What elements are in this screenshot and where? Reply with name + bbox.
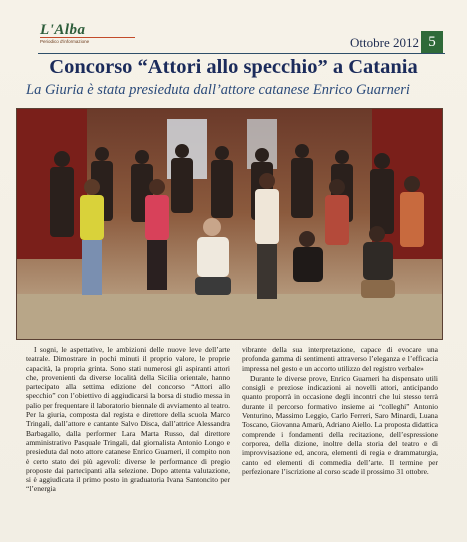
publication-subtitle: Periodico d'informazione: [40, 37, 135, 49]
article-column-right: [242, 345, 438, 477]
publication-logo: L'Alba: [40, 22, 86, 38]
article-headline: Concorso “Attori allo specchio” a Catania: [49, 56, 418, 78]
article-subheadline: La Giuria è stata presieduta dall’attore catanese Enrico Guarneri: [26, 82, 410, 98]
article-paragraph: vibrante della sua interpretazione, capace di evocare una profonda gamma di sentimenti attraverso l’eleganza e l’efficacia impressa nel gesto e un accorto utilizzo del registro verbale»: [242, 345, 438, 373]
group-photo-illustration: [17, 109, 442, 339]
header-rule: [38, 53, 445, 54]
article-paragraph: I sogni, le aspettative, le ambizioni delle nuove leve dell’arte teatrale. Dimostrare in pochi minuti il proprio valore, le proprie capacità, la propria grinta. Sono stati numerosi gli aspiranti attori che, provenienti da diverse località della Sicilia orientale, hanno partecipato alla settima edizione del concorso “Attori allo specchio” con l’obiettivo di aggiudicarsi la borsa di studio messa in palio per frequentare il laboratorio biennale di avviamento al teatro. Per la giuria, composta dal regista e direttore della scuola Marco Tringali, dall’attore e cantante Salvo Disca, dall’attrice Alessandra Barbagallo, dalla performer Lara Marta Russo, dal direttore amministrativo Pasquale Tringali, dal giornalista Antonio Longo e presieduta dal noto attore catanese Enrico Guarneri, il compito non è certo stato dei più agevoli: diverse le performance di pregio proposte dai partecipanti alla selezione. Dopo attenta valutazione, si è aggiudicata il primo posto in graduatoria Ivana Santoncito per “l’energia: [26, 345, 230, 494]
article-paragraph: Durante le diverse prove, Enrico Guarneri ha dispensato utili consigli e preziose indicazioni ai novelli attori, anticipando quanto proporrà in occasione degli incontri che lui stesso terrà durante il percorso formativo insieme ai “colleghi” Antonio Venturino, Massimo Leggio, Carlo Ferreri, Saro Minardi, Luana Toscano, Giovanna Amarù, Adriano Aiello. La proposta didattica comprende i fondamenti della recitazione, dell’espressione corporea, della dizione, inoltre della storia del teatro e di improvvisazione ed, ancora, elementi di regia e drammaturgia, canto ed elementi di commedia dell’arte. Il termine per perfezionare l’iscrizione al corso scade il prossimo 31 ottobre.: [242, 373, 438, 476]
issue-date: Ottobre 2012: [350, 35, 419, 50]
masthead: [40, 22, 130, 50]
group-photo: [16, 108, 443, 340]
article-column-left: [26, 345, 230, 495]
page-number-badge: 5: [421, 31, 443, 53]
